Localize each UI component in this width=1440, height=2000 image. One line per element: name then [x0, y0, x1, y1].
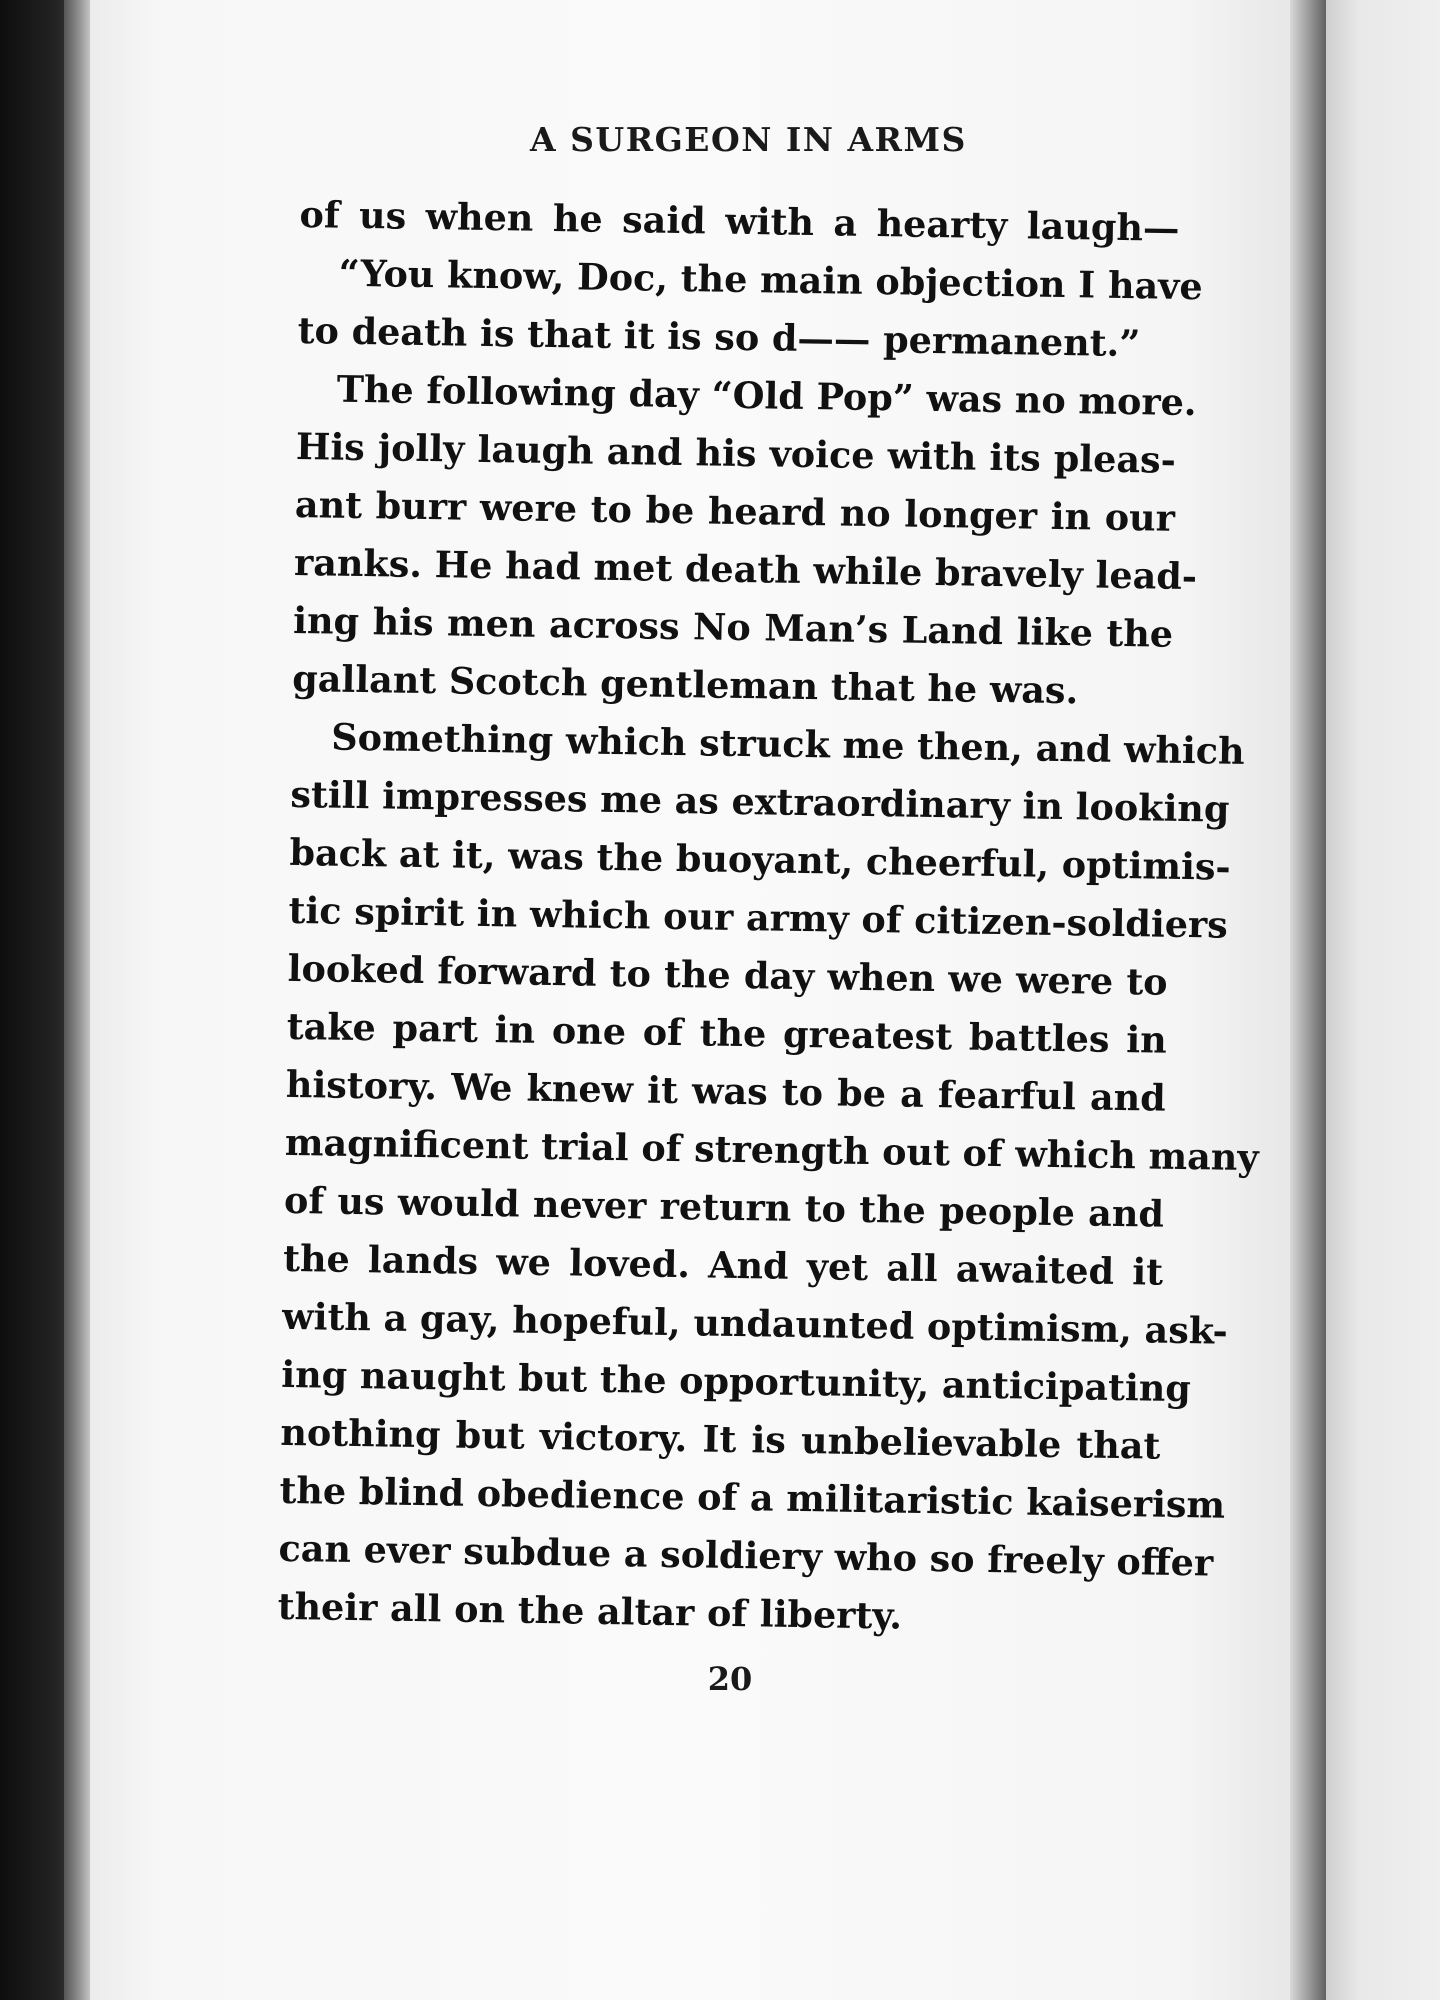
opposite-page	[1326, 0, 1440, 2000]
text-line: can ever subdue a soldiery who so freely offer	[278, 1526, 1214, 1585]
text-line: nothing but victory. It is unbelievable that	[280, 1410, 1161, 1468]
text-line: “You know, Doc, the main objection I have	[338, 251, 1203, 309]
text-line: tic spirit in which our army of citizen-soldiers	[288, 888, 1229, 947]
running-head: A SURGEON IN ARMS	[530, 120, 967, 159]
text-line: looked forward to the day when we were to	[287, 946, 1168, 1004]
text-line: ing his men across No Man’s Land like the	[292, 598, 1174, 656]
text-line: Something which struck me then, and which	[331, 715, 1245, 773]
body-text	[277, 186, 1259, 1650]
text-line: ant burr were to be heard no longer in our	[294, 482, 1176, 540]
text-line: ing naught but the opportunity, anticipating	[280, 1352, 1192, 1411]
text-line: ranks. He had met death while bravely lead-	[293, 540, 1198, 599]
text-line: gallant Scotch gentleman that he was.	[291, 656, 1079, 713]
text-line: their all on the altar of liberty.	[277, 1584, 903, 1638]
text-line: The following day “Old Pop” was no more.	[336, 367, 1197, 425]
text-line: take part in one of the greatest battles in	[286, 1004, 1168, 1062]
book-binding	[1290, 0, 1328, 2000]
text-line: magnificent trial of strength out of which many	[284, 1120, 1259, 1180]
text-line: His jolly laugh and his voice with its pleas-	[295, 424, 1177, 482]
text-line: of us would never return to the people and	[283, 1178, 1165, 1236]
text-line: back at it, was the buoyant, cheerful, optimis-	[289, 830, 1231, 889]
text-line: of us when he said with a hearty laugh—	[299, 192, 1180, 250]
page-number: 20	[707, 1660, 753, 1698]
text-line: history. We knew it was to be a fearful and	[285, 1062, 1167, 1120]
text-line: to death is that it is so d—— permanent.”	[297, 308, 1141, 366]
text-line: the lands we loved. And yet all awaited it	[282, 1236, 1164, 1294]
text-line: the blind obedience of a militaristic kaiserism	[279, 1468, 1226, 1527]
text-line: with a gay, hopeful, undaunted optimism, ask-	[281, 1294, 1229, 1353]
text-line: still impresses me as extraordinary in looking	[290, 772, 1230, 831]
